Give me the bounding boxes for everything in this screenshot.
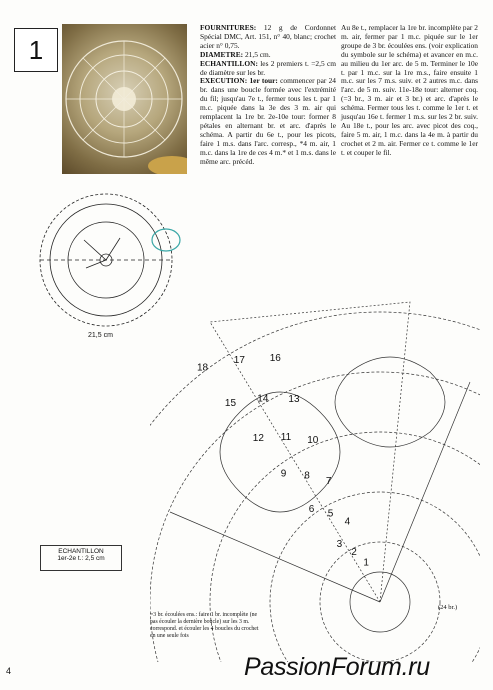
round-label: 16: [269, 353, 281, 364]
sample-box-value: 1er-2e t.: 2,5 cm: [57, 555, 105, 562]
pattern-number: 1: [14, 28, 58, 72]
instructions-column-2: [341, 24, 478, 158]
sample-text: les 2 premiers t. =2,5 cm de diamètre sur les br.: [200, 58, 336, 77]
round-label: 5: [327, 508, 334, 520]
materials-paragraph: [200, 24, 336, 51]
round-label: 12: [252, 433, 264, 445]
doily-photo-image: [62, 24, 187, 174]
round-label: 2: [351, 547, 357, 559]
round-label: 17: [233, 355, 245, 367]
round-label: 15: [224, 397, 237, 409]
sample-box: [40, 545, 122, 571]
symbol-legend: =3 br. écoulées ens.: faire 1 br. incomplète (ne pas écouler la dernière boucle) sur les 3 m. correspond. et écouler les 4 boucles du crochet en une seule fois: [150, 612, 259, 639]
execution-paragraph: [200, 77, 336, 166]
stitch-count-note: (24 br.): [438, 604, 458, 611]
sample-label: ECHANTILLON:: [200, 58, 258, 68]
round-label: 14: [257, 393, 269, 405]
page-number: 4: [6, 666, 12, 676]
round-label: 7: [325, 475, 332, 487]
round-label: 4: [344, 516, 351, 528]
round-label: 18: [197, 362, 209, 374]
round-label: 1: [363, 557, 369, 569]
watermark: PassionForum.ru: [244, 653, 430, 681]
diameter-label: DIAMETRE:: [200, 49, 244, 59]
execution-text: commencer par 24 br. dans une boucle formée avec l'extrémité du fil; jusqu'au 7e t., fermer tous les t. par 1 m.c. piquée dans la 3e des 3 m. air qui remplacent la 1re br. 2e-10e tour: former 8 pétales en alternant br. et arc. d'après le schéma. A partir du 6e t., pour les picots, faire 1 m.s. dans l'arc. corresp., *4 m. air, 1 m.c. dans la 1re de ces 4 m.* et 1 m.s. dans le même arc. précéd.: [200, 76, 336, 166]
sample-paragraph: [200, 60, 336, 78]
round-label: 8: [304, 470, 310, 482]
round-label: 9: [280, 468, 287, 480]
round-label: 6: [308, 503, 315, 515]
materials-text: 12 g de Cordonnet Spécial DMC, Art. 151, n° 40, blanc; crochet acier n° 0,75.: [200, 23, 336, 50]
round-label: 13: [288, 394, 300, 405]
doily-photo: [62, 24, 187, 174]
materials-label: FOURNITURES:: [200, 23, 257, 32]
instructions-column-1: [200, 24, 336, 167]
crochet-chart-svg: [150, 262, 480, 662]
crochet-chart: [150, 262, 480, 662]
diameter-size-label: 21,5 cm: [88, 332, 113, 339]
round-label: 3: [336, 539, 343, 551]
round-label: 11: [280, 431, 292, 443]
diameter-text: 21,5 cm.: [243, 49, 271, 59]
sample-box-title: ECHANTILLON: [58, 548, 104, 555]
execution-label: EXECUTION: 1er tour:: [200, 76, 278, 86]
round-label: 10: [307, 434, 319, 446]
continuation-paragraph: Au 8e t., remplacer la 1re br. incomplète par 2 m. air, fermer par 1 m.c. piquée sur le 1er groupe de 3 br. écoulées ens. (voir explication du symbole sur le schéma) et avancer en m.c. au milieu du 1er arc. de 5 m. Terminer le 10e t. par 1 m.c. sur la 1re m.s., faire ensuite 1 m.c. sur les 7 m.s. suiv. et 2 autres m.c. dans l'arc. de 5 m. suiv. 11e-18e tour: alterner coq. (=3 br., 3 m. air et 3 br.) et arc. d'après le schéma. Fermer tous les t. comme le 1er t. et jusqu'au 16e t. fermer 1 m.s. sur les 2 br. suiv. Au 18e t., pour les arc. avec picot des coq., faire 5 m. air, 1 m.c. dans la 4e m. à partir du crochet et 2 m. air. Fermer ce t. comme le 1er t. et couper le fil.: [341, 23, 478, 157]
